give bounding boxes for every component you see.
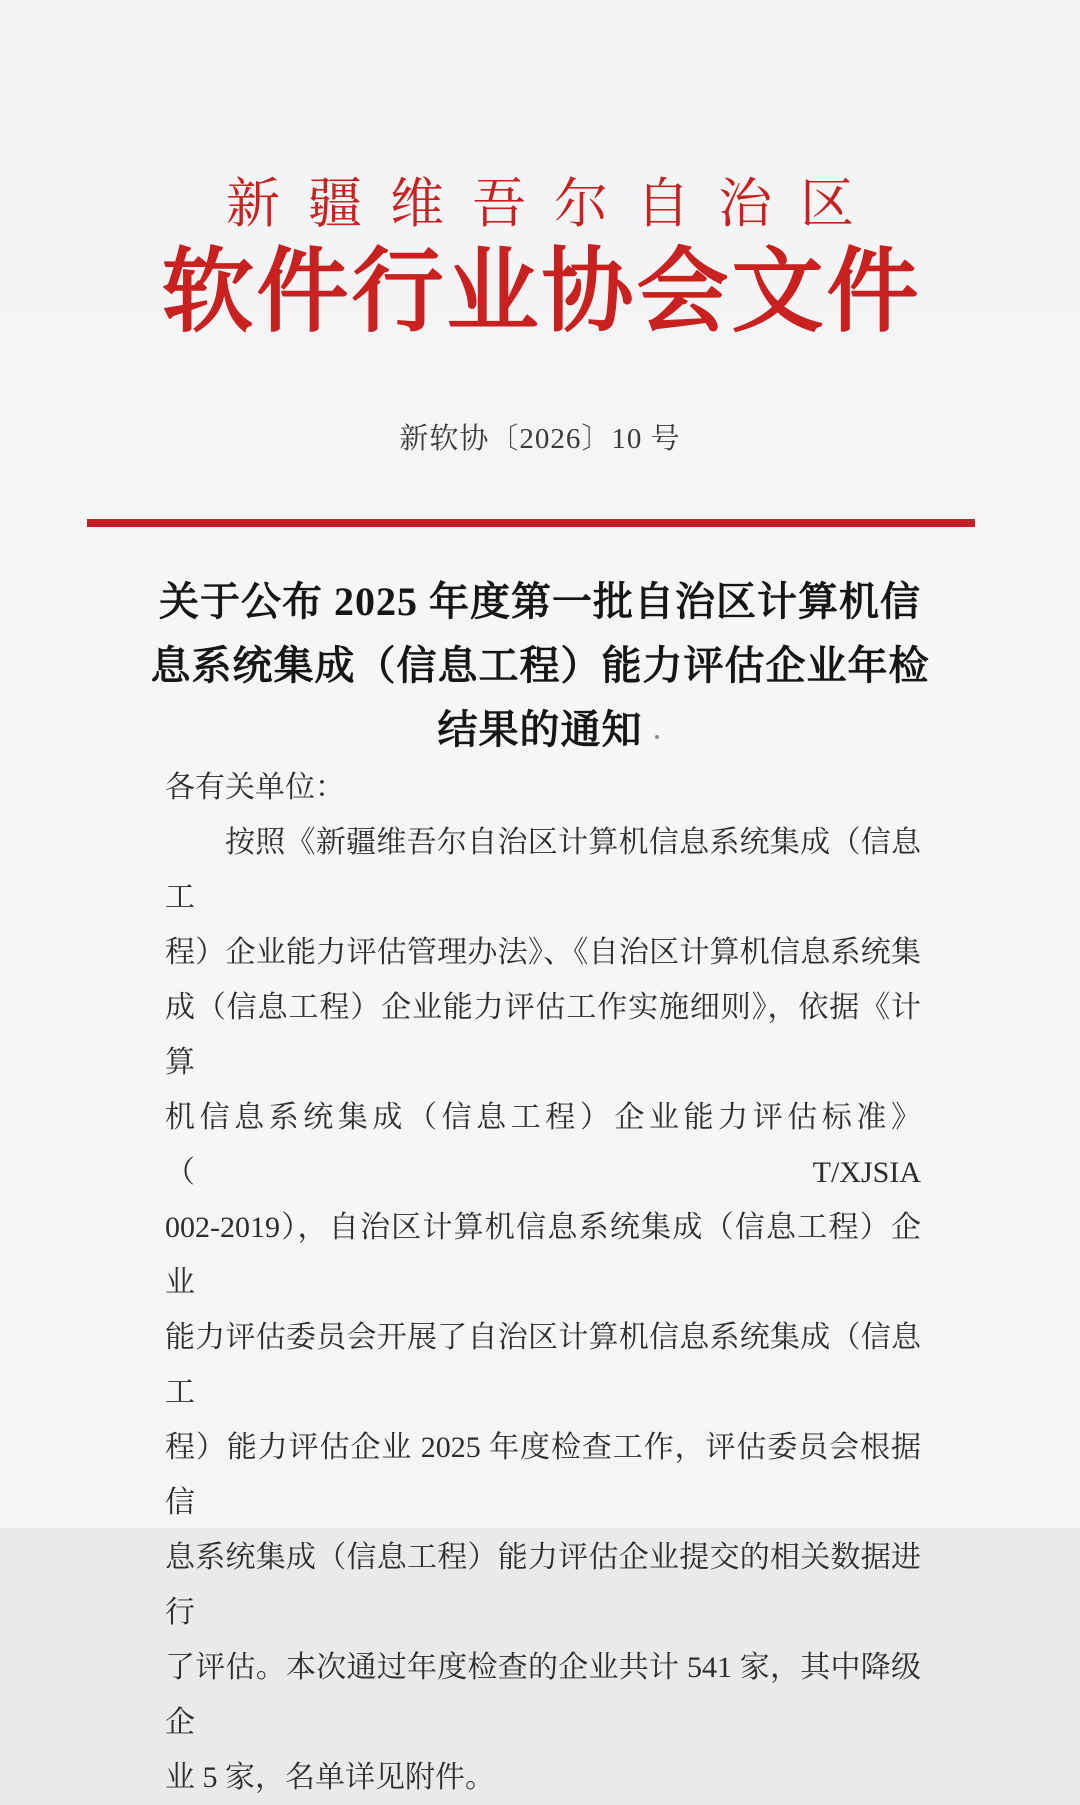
paragraph-line: 息系统集成（信息工程）能力评估企业提交的相关数据进行: [165, 1541, 921, 1629]
paragraph-line: 按照《新疆维吾尔自治区计算机信息系统集成（信息工: [165, 826, 921, 914]
notice-paragraph: [165, 815, 921, 1805]
paragraph-line: 002-2019），自治区计算机信息系统集成（信息工程）企业: [165, 1211, 921, 1299]
paragraph-line: 能力评估委员会开展了自治区计算机信息系统集成（信息工: [165, 1321, 921, 1409]
scan-speck: [655, 735, 659, 739]
letterhead-org-line: 软件行业协会文件: [161, 241, 922, 343]
doc-number: 新软协〔2026〕10 号: [399, 423, 681, 455]
paragraph-line: 程）企业能力评估管理办法》、《自治区计算机信息系统集: [165, 936, 921, 969]
paragraph-line: 机信息系统集成（信息工程）企业能力评估标准》（T/XJSIA: [165, 1101, 921, 1189]
paragraph-line: 程）能力评估企业 2025 年度检查工作，评估委员会根据信: [165, 1431, 921, 1519]
title-line-1: 关于公布 2025 年度第一批自治区计算机信: [159, 579, 921, 624]
title-line-3: 结果的通知: [437, 707, 643, 752]
salutation: 各有关单位：: [165, 771, 345, 804]
paragraph-line: 了评估。本次通过年度检查的企业共计 541 家，其中降级企: [165, 1651, 921, 1739]
red-divider: [87, 519, 975, 527]
paragraph-line: 成（信息工程）企业能力评估工作实施细则》，依据《计算: [165, 991, 921, 1079]
letterhead-region-line: 新疆维吾尔自治区: [226, 174, 882, 234]
title-line-2: 息系统集成（信息工程）能力评估企业年检: [150, 643, 930, 688]
doc-title: [0, 570, 1080, 762]
notice-body: [165, 760, 921, 1805]
paragraph-line: 业 5 家，名单详见附件。: [165, 1761, 495, 1794]
